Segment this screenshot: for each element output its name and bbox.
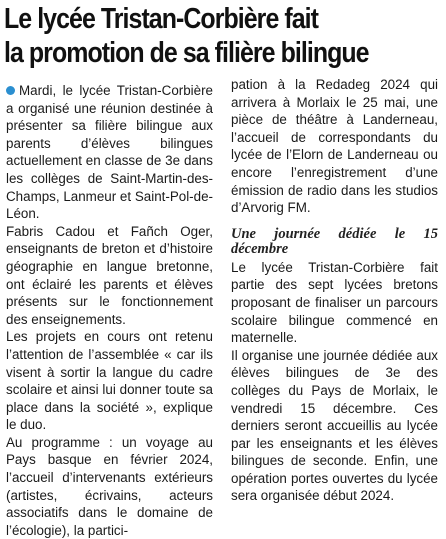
article-paragraph: Fabris Cadou et Fañch Oger, enseignants de breton et d’histoire géographie en langue bretonne, ont éclairé les parents et élèves présents sur le fonctionnement des enseignements. (6, 223, 213, 327)
headline-line-2: la promotion de sa filière bilingue (4, 37, 369, 69)
article-paragraph: Il organise une journée dédiée aux élèves bilingues de 3e des collèges du Pays de Morlaix, le vendredi 15 décembre. Ces derniers seront accueillis au lycée par les enseignants et les élèves bilingues de seconde. Enfin, une opération portes ouvertes du lycée sera organisée début 2024. (231, 347, 438, 504)
article-subheading: Une journée dédiée le 15 décembre (231, 225, 438, 257)
article-paragraph: Le lycée Tristan-Corbière fait partie des sept lycées bretons proposant de finaliser un parcours scolaire bilingue commencé en maternelle. (231, 259, 438, 346)
article-paragraph: Les projets en cours ont retenu l’attention de l’assemblée « car ils visent à sortir la langue du cadre scolaire et ainsi lui donner toute sa place dans la société », explique le duo. (6, 329, 213, 433)
article-column-left (6, 82, 213, 539)
dateline: Mardi (19, 83, 53, 98)
intro-text: , le lycée Tristan-Corbière a organisé une réunion destinée à présenter sa filière bilingue aux parents d’élèves bilingues actuellement en classe de 3e dans les collèges de Saint-Martin-des-Champs, Lanmeur et Saint-Pol-de-Léon. (6, 83, 213, 222)
article-paragraph: Au programme : un voyage au Pays basque en février 2024, l’accueil d’intervenants extérieurs (artistes, écrivains, acteurs associatifs dans le domaine de l’écologie), la partici- (6, 434, 213, 538)
article-paragraph-intro (6, 82, 213, 223)
article-paragraph: pation à la Redadeg 2024 qui arrivera à Morlaix le 25 mai, une pièce de théâtre à Landerneau, l’accueil de correspondants du lycée de l’Elorn de Landerneau ou encore l’enregistrement d’une émission de radio dans les studios d’Arvorig FM. (231, 77, 438, 216)
bullet-dot-icon (6, 86, 15, 95)
headline-line-1: Le lycée Tristan-Corbière fait (4, 3, 318, 35)
article-column-right (231, 76, 438, 505)
article-headline (4, 2, 381, 70)
